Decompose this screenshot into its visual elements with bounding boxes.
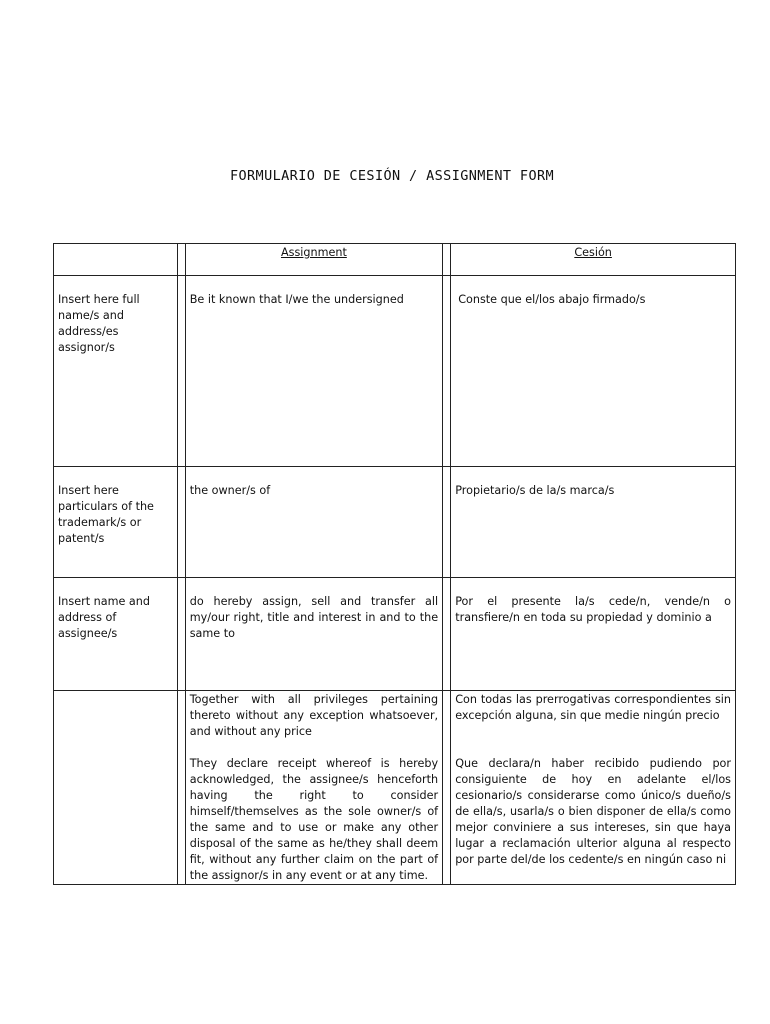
terms-assignment-cell <box>185 691 442 885</box>
assignee-cesion-text[interactable]: Por el presente la/s cede/n, vende/n o transfiere/n en toda su propiedad y dominio a <box>451 578 736 691</box>
table-row <box>54 691 736 885</box>
column-separator <box>177 578 185 691</box>
assignor-assignment-text[interactable]: Be it known that I/we the undersigned <box>185 276 442 467</box>
column-separator <box>177 244 185 276</box>
column-separator <box>177 276 185 467</box>
header-assignment: Assignment <box>280 246 347 259</box>
terms-cesion-paragraph: Que declara/n haber recibido pudiendo por consiguiente de hoy en adelante el/los cesionario/s considerarse como único/s dueño/s de ella/s, usarla/s o bien disponer de ella/s como mejor conviniere a sus intereses, sin que haya lugar a reclamación ulterior alguna al respecto por parte del/de los cedente/s en ningún caso ni <box>455 757 731 866</box>
assignor-label: Insert here full name/s and address/es assignor/s <box>54 276 178 467</box>
terms-label <box>54 691 178 885</box>
header-cesion-cell <box>451 244 736 276</box>
assignee-assignment-text[interactable]: do hereby assign, sell and transfer all my/our right, title and interest in and to the same to <box>185 578 442 691</box>
trademark-cesion-text[interactable]: Propietario/s de la/s marca/s <box>451 467 736 578</box>
table-row <box>54 467 736 578</box>
column-separator <box>177 467 185 578</box>
assignor-cesion-value: Conste que el/los abajo firmado/s <box>458 293 646 306</box>
header-cesion: Cesión <box>574 246 612 259</box>
trademark-label: Insert here particulars of the trademark/s or patent/s <box>54 467 178 578</box>
assignor-cesion-text[interactable] <box>451 276 736 467</box>
column-separator <box>443 578 451 691</box>
terms-cesion-paragraph: Con todas las prerrogativas correspondientes sin excepción alguna, sin que medie ningún precio <box>455 693 731 722</box>
table-row <box>54 578 736 691</box>
assignment-form-table <box>53 243 736 885</box>
header-label-cell <box>54 244 178 276</box>
column-separator <box>443 691 451 885</box>
document-title: FORMULARIO DE CESIÓN / ASSIGNMENT FORM <box>229 168 555 184</box>
assignee-label: Insert name and address of assignee/s <box>54 578 178 691</box>
table-header-row <box>54 244 736 276</box>
header-assignment-cell <box>185 244 442 276</box>
terms-cesion-cell <box>451 691 736 885</box>
column-separator <box>443 276 451 467</box>
column-separator <box>177 691 185 885</box>
terms-assignment-paragraph: Together with all privileges pertaining thereto without any exception whatsoever, and without any price <box>189 693 439 738</box>
table-row <box>54 276 736 467</box>
column-separator <box>443 467 451 578</box>
terms-assignment-paragraph: They declare receipt whereof is hereby acknowledged, the assignee/s henceforth having the right to consider himself/themselves as the sole owner/s of the same and to use or make any other disposal of the same as he/they shall deem fit, without any further claim on the part of the assignor/s in any event or at any time. <box>189 757 439 882</box>
column-separator <box>443 244 451 276</box>
trademark-assignment-text[interactable]: the owner/s of <box>185 467 442 578</box>
